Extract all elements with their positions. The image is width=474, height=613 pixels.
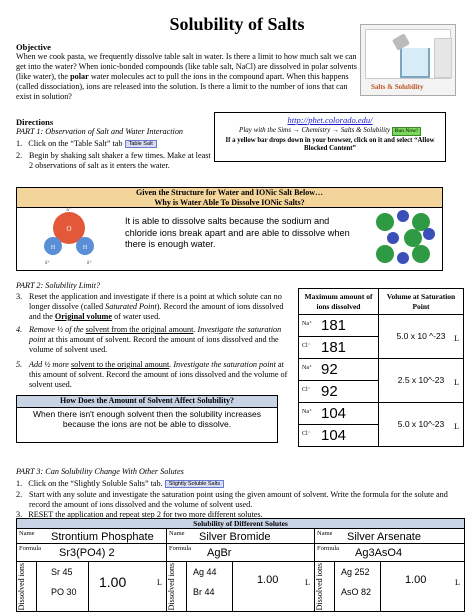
solute-2-dissolved-label: Dissolved ions [167,562,187,612]
sodium-ion [397,252,409,264]
saturation-table [298,288,464,447]
phet-path: Play with the Sims → Chemistry → Salts & Solubility Run Now! [215,126,445,136]
page-title: Solubility of Salts [169,14,305,34]
na-ions-row-1: Na⁺ 181 [299,315,379,337]
different-solutes-table [16,518,465,612]
part3-step3: 3. RESET the application and repeat step 2 for two more different solutes. [16,510,263,519]
water-delta-plus-1: δ⁺ [45,261,50,266]
part3-step1: 1. Click on the “Slightly Soluble Salts” tab. Slightly Soluble Salts [16,479,224,489]
phet-url: http://phet.colorado.edu/ [287,115,373,125]
saturation-col-ions: Maximum amount of ions dissolved [299,289,379,315]
solute-1-ions: Sr 45 PO 30 [37,562,89,612]
part1-heading: PART 1: Observation of Salt and Water Interaction [16,127,184,136]
part2-step3: 3. Reset the application and investigate if there is a point at which solute can no longer dissolve (called Saturated Point). Record the amount of ions dissolved and the Original volume of water used. [16,292,284,321]
salt-crystal-diagram [375,208,439,268]
solute-3-formula-cell: Formula Ag3AsO4 [315,544,465,562]
solute-3-ions: Ag 252 AsO 82 [335,562,381,612]
run-now-button: Run Now! [392,127,421,136]
solute-1-dissolved-label: Dissolved ions [17,562,37,612]
solute-3-dissolved-label: Dissolved ions [315,562,335,612]
structure-question-box [16,187,443,271]
solute-1-formula-cell: Formula Sr3(PO4) 2 [17,544,167,562]
solute-2-name: Silver Bromide [199,531,271,544]
chloride-ion [376,213,394,231]
saturation-col-volume: Volume at Saturation Point [379,289,464,315]
objective-heading: Objective [16,42,51,52]
volume-row-3: 5.0 x 10^-23 L [379,403,464,447]
part2-step4: 4. Remove ½ of the solvent from the original amount. Investigate the saturation point at this amount of solvent. Record the amount of ions dissolved and the volume of solvent used. [16,325,282,354]
part3-heading: PART 3: Can Solubility Change With Other Solutes [16,467,184,476]
sodium-ion [423,228,435,240]
amount-question-heading: How Does the Amount of Solvent Affect Solubility? [17,396,277,408]
part2-step5: 5. Add ½ more solvent to the original amount. Investigate the saturation point at this amount of solvent. Record the amount of ions dissolved and the volume of solvent used. [16,360,288,389]
slightly-soluble-tab-button: Slightly Soluble Salts [165,480,224,489]
sodium-ion [387,232,399,244]
water-delta-plus-2: δ⁺ [87,261,92,266]
solute-3-name: Silver Arsenate [347,531,421,544]
chloride-ion [412,245,430,263]
na-ions-row-3: Na⁺ 104 [299,403,379,425]
objective-text: When we cook pasta, we frequently dissolve table salt in water. Is there a limit to how much salt we can get into the water? When ionic-bonded compounds (like table salt, NaCl) are dissolved in polar solvents (like water), the polar water molecules act to pull the ions in the compound apart. When this happens (called dissociation), ions are released into the solution. Is there a limit to the number of ions that can exist in solution? [16,52,357,101]
amount-question-box [16,395,278,443]
sodium-ion [397,210,409,222]
water-molecule-diagram [39,206,109,268]
solute-2-name-cell: Name Silver Bromide [167,529,315,544]
solute-3-name-cell: Name Silver Arsenate [315,529,465,544]
simulation-thumbnail [360,24,456,96]
solute-1-volume: 1.00 L [89,562,167,612]
chloride-ion [404,229,422,247]
solute-1-formula: Sr3(PO4) 2 [59,547,115,560]
solute-1-name-cell: Name Strontium Phosphate [17,529,167,544]
phet-link-box [214,112,446,162]
cl-ions-row-3: Cl⁻ 104 [299,425,379,447]
water-h1-label: H [50,245,56,251]
solute-3-formula: Ag3AsO4 [355,547,403,560]
cl-ions-row-2: Cl⁻ 92 [299,381,379,403]
volume-row-1: 5.0 x 10 ^-23 L [379,315,464,359]
structure-answer: It is able to dissolve salts because the sodium and chloride ions break apart and are able to dissolve when there is enough water. [125,216,350,249]
simulation-caption: Salts & Solubility [371,83,424,91]
part1-step2: 2. Begin by shaking salt shaker a few times. Make at least 2 observations of salt as it enters the water. [16,151,211,170]
solute-3-volume: 1.00 L [381,562,465,612]
structure-question-heading: Given the Structure for Water and IONic Salt Below… Why is Water Able To Dissolve IONic Salts? [17,188,442,208]
phet-note: If a yellow bar drops down in your browser, click on it and select “Allow Blocked Content” [225,137,435,153]
solute-2-volume: 1.00 L [233,562,315,612]
na-ions-row-2: Na⁺ 92 [299,359,379,381]
solute-2-formula-cell: Formula AgBr [167,544,315,562]
volume-row-2: 2.5 x 10^-23 L [379,359,464,403]
solute-1-name: Strontium Phosphate [51,531,154,544]
directions-heading: Directions [16,117,54,127]
part3-step2: 2. Start with any solute and investigate the saturation point using the given amount of solvent. Write the formula for the solute and record the amount of ions dissolved and the volume of solvent used. [16,490,448,509]
amount-answer: When there isn't enough solvent then the solubility increases because the ions are not be able to dissolve. [33,409,261,430]
part2-heading: PART 2: Solubility Limit? [16,281,101,290]
cl-ions-row-1: Cl⁻ 181 [299,337,379,359]
solute-2-formula: AgBr [207,547,232,560]
water-oxygen-label: O [66,225,72,233]
different-solutes-heading: Solubility of Different Solutes [17,519,465,529]
solute-2-ions: Ag 44 Br 44 [187,562,233,612]
chloride-ion [376,245,394,263]
water-delta-minus: δ⁻ [66,208,72,213]
table-salt-tab-button: Table Salt [125,140,157,149]
part1-step1: 1. Click on the “Table Salt” tab Table Salt [16,139,157,149]
water-h2-label: H [82,245,88,251]
